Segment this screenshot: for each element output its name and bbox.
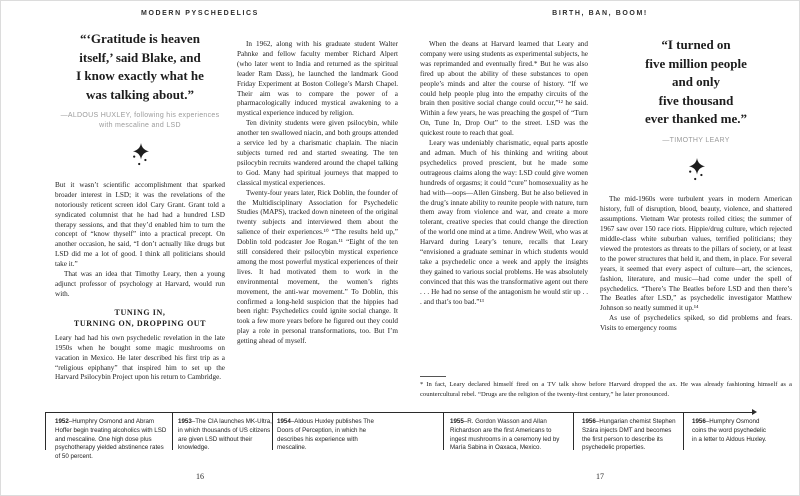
huxley-attribution: —ALDOUS HUXLEY, following his experiences with mescaline and LSD (60, 112, 220, 129)
timeline-axis-line (45, 412, 753, 413)
leary-pullquote (600, 36, 792, 129)
body-paragraph: Ten divinity students were given psilocybin, while another ten swallowed niacin, and both groups attended a service led by a charismatic chaplain. The niacin subjects turned red and started sweating. The ten psilocybin recruits wandered around the chapel talking to God. Many had spiritual journeys that mapped to classical mystical experiences. (237, 119, 398, 187)
timeline-year: 1956 (692, 418, 706, 425)
timeline-entry-1956-dmt (582, 418, 680, 453)
body-paragraph: But it wasn’t scientific accomplishment that sparked broader interest in LSD; it was the revelations of the notoriously reticent screen idol Cary Grant. Grant told a syndicated columnist that he had had a hundred LSD therapy sessions, and that they’d enabled him to turn the concept of “know thyself” into a practical precept. On another occasion, he said, “I don’t actually like drugs but LSD did me a lot of good. I think all politicians should take it.” (55, 180, 225, 269)
timeline (0, 408, 800, 468)
timeline-text: –The CIA launches MK-Ultra, in which thousands of US citizens are given LSD without their knowledge. (178, 418, 272, 452)
body-paragraph: As use of psychedelics spiked, so did problems and fears. Visits to emergency rooms (600, 314, 792, 333)
timeline-entry-1954 (277, 418, 377, 453)
timeline-year: 1956 (582, 418, 596, 425)
leary-attribution: —TIMOTHY LEARY (662, 136, 730, 144)
body-paragraph: In 1962, along with his graduate student Walter Pahnke and fellow faculty member Richard Alpert (who later went to India and returned as the spiritual leader Ram Dass), he launched the landmark Good Friday Experiment at Boston College’s Marsh Chapel. Their aim was to compare the power of a pharmacologically induced mystical awakening to a mystical experience induced by religion. (237, 40, 398, 118)
footnote (420, 376, 792, 399)
pullquote-line: five thousand (658, 92, 734, 108)
timeline-tick (573, 412, 574, 450)
timeline-tick (683, 412, 684, 450)
body-paragraph: Leary had had his own psychedelic revelation in the late 1950s when he bought some magic mushrooms on vacation in Mexico. He later described his first trip as a “religious epiphany” that inspired him to set up the Harvard Psilocybin Project upon his return to Cambridge. (55, 333, 225, 382)
pullquote-line: “I turned on (661, 37, 731, 52)
timeline-arrow-icon (752, 409, 757, 415)
timeline-text: –Humphry Osmond and Abram Hoffer begin treating alcoholics with LSD and mescaline. One high dose plus psychotherapy yielded abstinence rates of 50 percent. (55, 418, 167, 461)
timeline-year: 1955 (450, 418, 464, 425)
timeline-text: –Aldous Huxley publishes The Doors of Perception, in which he describes his experience with mescaline. (277, 418, 374, 452)
pullquote-line: “‘Gratitude is heaven (80, 31, 200, 46)
timeline-year: 1954 (277, 418, 291, 425)
right-page-column-1 (420, 40, 588, 307)
footnote-text: * In fact, Leary declared himself fired on a TV talk show before Harvard dropped the ax. He was already fashioning himself as a countercultural rebel. “Drugs are the religion of the twenty-first century,” he later pronounced. (420, 381, 792, 398)
body-paragraph: Leary was undeniably charismatic, equal parts apostle and adman. Much of his thinking and writing about psychedelics proved prescient, but he made some outrageous claims along the way: LSD could give women hundreds of orgasms; it could “cure” homosexuality as he had with—oops—Allen Ginsberg. But he also believed in the drug’s innate ability to reunite people with nature, turn them away from violence and war, and create a more tolerant, creative species that could change the direction of the world one mind at a time. Andrew Weil, who was at Harvard during Leary’s tenure, recalls that Leary “envisioned a graduate seminar in which students would take a psychedelic once a week and apply the insights they gained to various social problems. He was absolutely convinced that this was the transformative agent out there . . . He had no sense of the antagonism he would stir up . . . and that’s too bad.”¹³ (420, 139, 588, 306)
right-page-number: 17 (596, 472, 604, 481)
section-heading-line: TUNING IN, (114, 307, 166, 317)
section-heading-tuning-in (55, 307, 225, 329)
pullquote-line: five million people (645, 55, 747, 71)
body-paragraph: When the deans at Harvard learned that Leary and company were using students as experimental subjects, he was reprimanded and eventually fired.* But he was also fired up about the ability of these substances to open people’s minds and alter the course of history. “If we could help people plug into the empathy circuits of the brain then positive social change could occur,”¹² he said. Within a few years, he was preaching the gospel of “Turn On, Tune In, Drop Out” to the street. LSD was the quickest route to reach that goal. (420, 40, 588, 138)
pullquote-line: ever thanked me.” (645, 111, 747, 126)
pullquote-line: itself,’ said Blake, and (79, 49, 201, 65)
left-page-column-2 (237, 40, 398, 347)
timeline-year: 1952 (55, 418, 69, 425)
timeline-entry-1955 (450, 418, 568, 453)
body-paragraph: The mid-1960s were turbulent years in modern American history, full of disruption, blood, beauty, violence, and shattered assumptions. Vietnam War protests roiled cities; the summer of 1967 saw over 150 race riots. Hippie/drug culture, which rejected middle-class white suburban values, terrified politicians; they viewed the protestors as threats to the pillars of society, or at least to the power structures that held it, and them, in place. For several years, it seemed that every aspect of culture—art, the sciences, fashion, literature, and music—had come under the spell of psychedelics. “There’s The Beatles before LSD and then there’s The Beatles after LSD,” as psychedelic investigator Matthew Johnson so neatly summed it up.¹⁴ (600, 195, 792, 313)
timeline-text: –Hungarian chemist Stephen Szára injects DMT and becomes the first person to describe its psychedelic properties. (582, 418, 676, 452)
right-page-column-2 (600, 36, 792, 334)
sparkle-ornament-icon (600, 158, 792, 186)
timeline-tick (172, 412, 173, 450)
left-running-header: MODERN PYSCHEDELICS (141, 10, 259, 17)
timeline-tick (45, 412, 46, 450)
body-paragraph: Twenty-four years later, Rick Doblin, the founder of the Multidisciplinary Association for Psychedelic Studies (MAPS), tracked down nineteen of the original twenty subjects and interviewed them about the salience of their experiences.¹⁰ “The results held up,” Doblin told podcaster Joe Rogan.¹¹ “Eight of the ten still considered their psilocybin mystical experience among the most powerful mystical experiences of their lives. It had motivated them to work in the environmental movement, the women’s rights movement, the anti-war movement.” To Doblin, this confirmed a long-held suspicion that the hippies had been right: Psychedelics could ignite social change. It took a few more years before he figured out they could play a role in personal transformations, too. But I’m getting ahead of myself. (237, 188, 398, 346)
timeline-tick (443, 412, 444, 450)
left-page-number: 16 (196, 472, 204, 481)
footnote-rule (420, 376, 446, 377)
timeline-entry-1956-psychedelic (692, 418, 768, 444)
sparkle-ornament-icon (55, 143, 225, 171)
pullquote-line: was talking about.” (86, 86, 194, 102)
timeline-text: –Humphry Osmond coins the word psychedelic in a letter to Aldous Huxley. (692, 418, 767, 443)
left-page-column-1 (55, 30, 225, 383)
timeline-year: 1953 (178, 418, 192, 425)
timeline-entry-1952 (55, 418, 167, 462)
section-heading-line: TURNING ON, DROPPING OUT (73, 318, 207, 328)
right-running-header: BIRTH, BAN, BOOM! (552, 10, 648, 17)
pullquote-line: and only (671, 74, 721, 89)
pullquote-line: I know exactly what he (76, 68, 204, 83)
timeline-entry-1953 (178, 418, 273, 453)
huxley-pullquote (55, 30, 225, 104)
timeline-text: –R. Gordon Wasson and Allan Richardson are the first Americans to ingest mushrooms in a ceremony led by María Sabina in Oaxaca, Mexico. (450, 418, 560, 452)
body-paragraph: That was an idea that Timothy Leary, then a young adjunct professor of psychology at Harvard, would run with. (55, 270, 225, 298)
